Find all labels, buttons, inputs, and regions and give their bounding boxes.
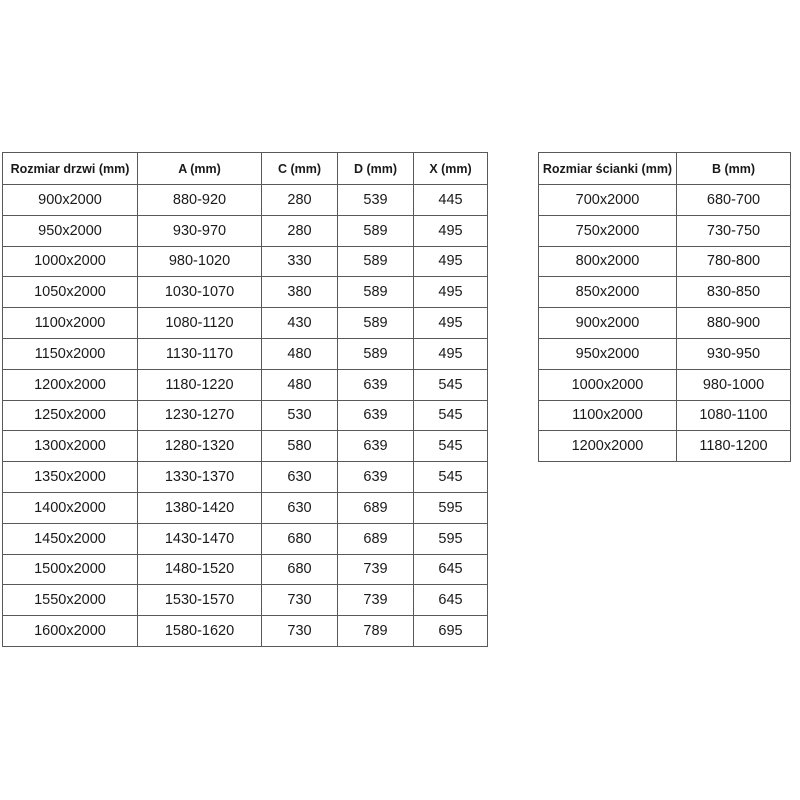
table-row [3,277,488,308]
table-row [539,369,791,400]
table-cell: 750x2000 [539,215,677,246]
table-row [3,462,488,493]
door-sizes-table-header [3,153,488,185]
table-cell: 700x2000 [539,185,677,216]
table-cell: 789 [338,616,414,647]
table-row [3,215,488,246]
table-row [3,308,488,339]
table-cell: 730 [262,585,338,616]
table-cell: 595 [414,523,488,554]
table-cell: 1480-1520 [138,554,262,585]
table-cell: 800x2000 [539,246,677,277]
table-cell: 639 [338,462,414,493]
table-cell: 630 [262,492,338,523]
table-row [539,246,791,277]
column-header: B (mm) [677,153,791,185]
table-cell: 545 [414,462,488,493]
table-row [3,554,488,585]
table-row [539,338,791,369]
table-cell: 495 [414,215,488,246]
table-cell: 1600x2000 [3,616,138,647]
table-row [539,277,791,308]
table-cell: 1380-1420 [138,492,262,523]
table-cell: 545 [414,369,488,400]
table-cell: 530 [262,400,338,431]
table-cell: 1280-1320 [138,431,262,462]
column-header: C (mm) [262,153,338,185]
header-row [3,153,488,185]
table-cell: 1050x2000 [3,277,138,308]
table-row [3,523,488,554]
door-sizes-table-body [3,185,488,647]
table-cell: 480 [262,338,338,369]
table-cell: 680-700 [677,185,791,216]
table-row [539,308,791,339]
table-row [3,585,488,616]
table-row [3,431,488,462]
table-cell: 445 [414,185,488,216]
table-cell: 1330-1370 [138,462,262,493]
table-cell: 539 [338,185,414,216]
table-cell: 589 [338,277,414,308]
table-cell: 1230-1270 [138,400,262,431]
wall-sizes-table-header [539,153,791,185]
column-header: D (mm) [338,153,414,185]
table-cell: 1080-1120 [138,308,262,339]
table-cell: 880-900 [677,308,791,339]
table-cell: 689 [338,492,414,523]
table-cell: 680 [262,523,338,554]
table-cell: 1200x2000 [539,431,677,462]
table-cell: 589 [338,338,414,369]
table-cell: 980-1000 [677,369,791,400]
table-cell: 830-850 [677,277,791,308]
table-cell: 280 [262,215,338,246]
table-row [3,369,488,400]
table-cell: 900x2000 [539,308,677,339]
table-cell: 589 [338,215,414,246]
table-cell: 1430-1470 [138,523,262,554]
table-cell: 1300x2000 [3,431,138,462]
table-cell: 545 [414,400,488,431]
table-cell: 639 [338,431,414,462]
table-cell: 730-750 [677,215,791,246]
table-cell: 950x2000 [3,215,138,246]
table-cell: 980-1020 [138,246,262,277]
table-row [539,215,791,246]
table-cell: 1400x2000 [3,492,138,523]
header-row [539,153,791,185]
table-row [539,185,791,216]
table-cell: 1100x2000 [539,400,677,431]
table-cell: 645 [414,554,488,585]
table-row [3,246,488,277]
table-cell: 330 [262,246,338,277]
table-cell: 950x2000 [539,338,677,369]
door-sizes-table [2,152,488,647]
table-row [3,492,488,523]
table-cell: 1580-1620 [138,616,262,647]
table-cell: 1350x2000 [3,462,138,493]
table-cell: 495 [414,277,488,308]
table-row [3,185,488,216]
table-cell: 739 [338,554,414,585]
table-cell: 1530-1570 [138,585,262,616]
table-cell: 1030-1070 [138,277,262,308]
table-row [539,400,791,431]
table-cell: 495 [414,246,488,277]
column-header: Rozmiar ścianki (mm) [539,153,677,185]
table-cell: 1180-1220 [138,369,262,400]
table-cell: 595 [414,492,488,523]
table-cell: 1100x2000 [3,308,138,339]
table-cell: 1130-1170 [138,338,262,369]
table-cell: 589 [338,246,414,277]
table-row [3,338,488,369]
table-cell: 930-970 [138,215,262,246]
table-cell: 1200x2000 [3,369,138,400]
table-cell: 930-950 [677,338,791,369]
table-row [539,431,791,462]
table-cell: 1250x2000 [3,400,138,431]
table-cell: 730 [262,616,338,647]
table-cell: 639 [338,369,414,400]
table-cell: 739 [338,585,414,616]
table-cell: 780-800 [677,246,791,277]
table-cell: 1000x2000 [3,246,138,277]
table-cell: 880-920 [138,185,262,216]
table-cell: 495 [414,338,488,369]
table-cell: 900x2000 [3,185,138,216]
table-cell: 689 [338,523,414,554]
table-cell: 1500x2000 [3,554,138,585]
table-cell: 1450x2000 [3,523,138,554]
table-cell: 1550x2000 [3,585,138,616]
table-cell: 695 [414,616,488,647]
wall-sizes-table [538,152,791,462]
table-cell: 380 [262,277,338,308]
table-cell: 589 [338,308,414,339]
table-cell: 630 [262,462,338,493]
table-cell: 480 [262,369,338,400]
table-cell: 680 [262,554,338,585]
table-cell: 639 [338,400,414,431]
table-cell: 495 [414,308,488,339]
table-cell: 280 [262,185,338,216]
table-cell: 545 [414,431,488,462]
table-cell: 1000x2000 [539,369,677,400]
table-cell: 1180-1200 [677,431,791,462]
column-header: A (mm) [138,153,262,185]
table-row [3,400,488,431]
table-cell: 1080-1100 [677,400,791,431]
table-row [3,616,488,647]
column-header: Rozmiar drzwi (mm) [3,153,138,185]
table-cell: 850x2000 [539,277,677,308]
wall-sizes-table-body [539,185,791,462]
table-cell: 430 [262,308,338,339]
table-cell: 645 [414,585,488,616]
table-cell: 580 [262,431,338,462]
column-header: X (mm) [414,153,488,185]
table-cell: 1150x2000 [3,338,138,369]
